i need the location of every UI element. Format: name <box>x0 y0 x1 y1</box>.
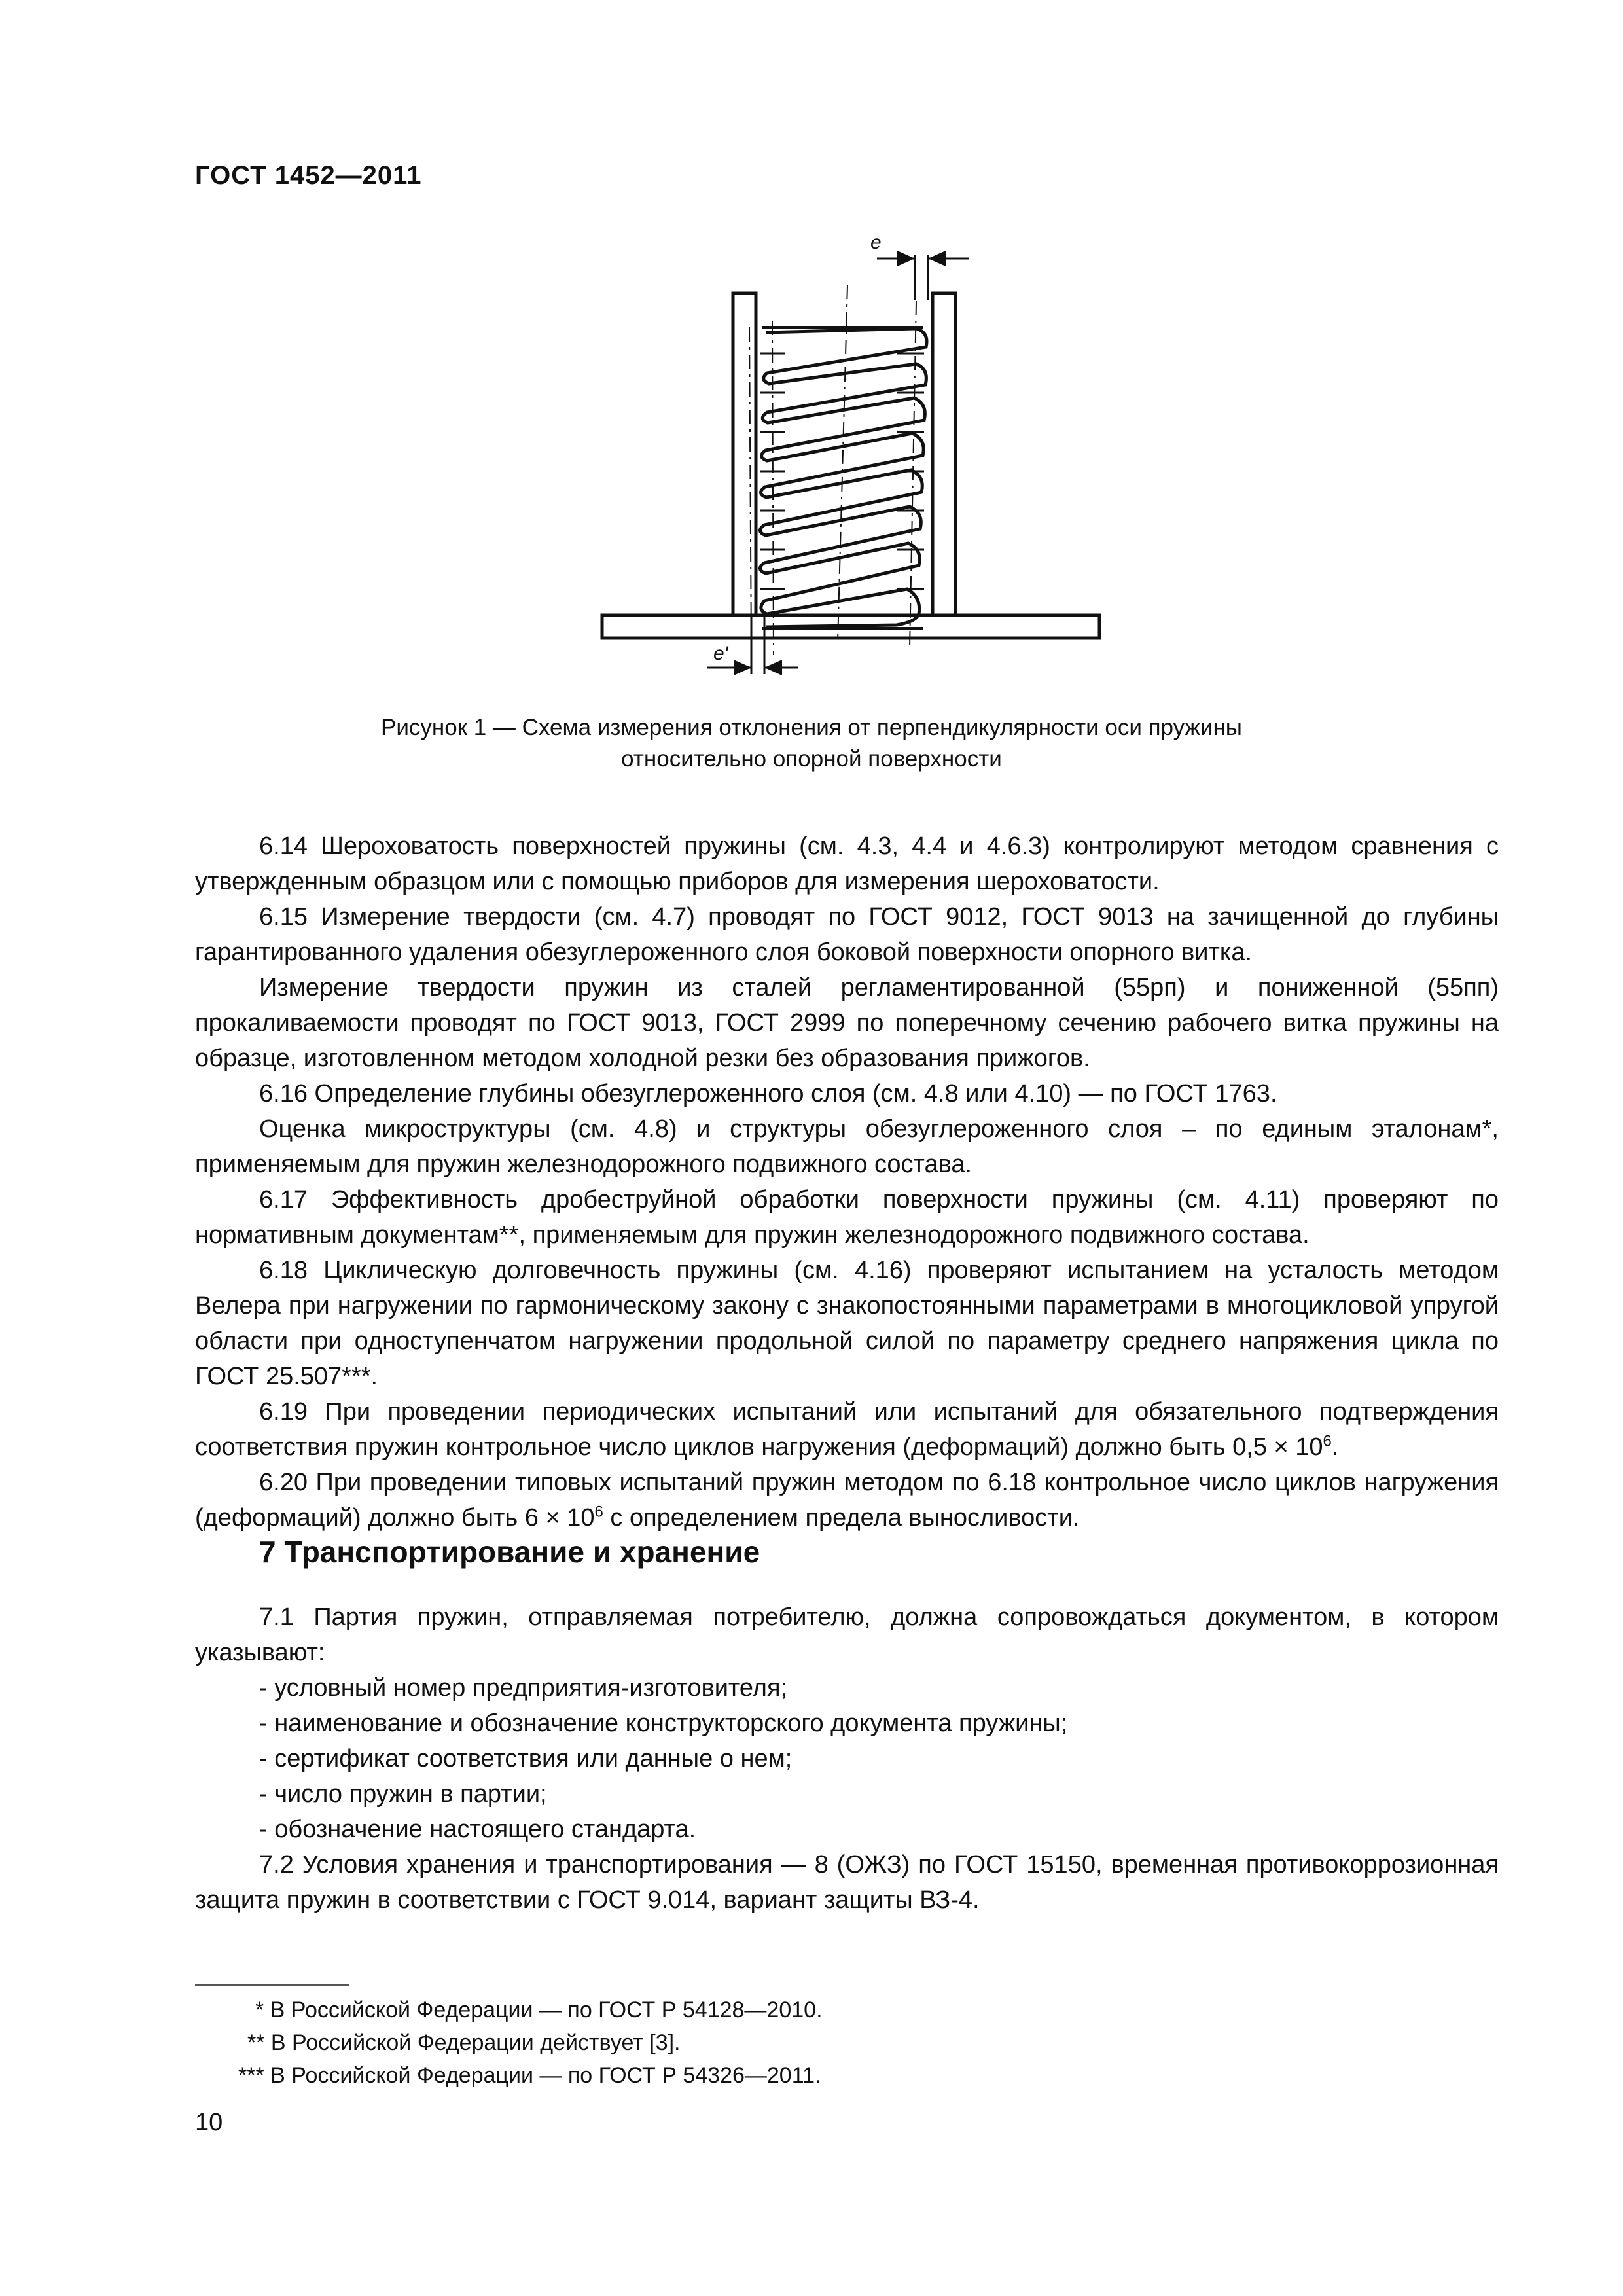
section-7-title: 7 Транспортирование и хранение <box>259 1535 760 1569</box>
list-item: - наименование и обозначение конструкторского документа пружины; <box>259 1710 1068 1737</box>
paragraph-7-2: 7.2 Условия хранения и транспортирования — 8 (ОЖЗ) по ГОСТ 15150, временная противокоррозионная защита пружин в соответствии с ГОСТ 9.014, вариант защиты ВЗ-4. <box>195 1851 1499 1914</box>
list-item: - число пружин в партии; <box>259 1780 547 1808</box>
footnote-1: * В Российской Федерации — по ГОСТ Р 54128—2010. <box>255 1998 823 2022</box>
paragraph-6-20: 6.20 При проведении типовых испытаний пружин методом по 6.18 контрольное число циклов нагружения (деформаций) должно быть $6 \times 10^6$ с определением предела выносливости. <box>195 1469 1499 1532</box>
label-e-prime: е' <box>713 643 728 664</box>
footnote-2: ** В Российской Федерации действует [3]. <box>247 2030 681 2055</box>
list-item: - обозначение настоящего стандарта. <box>259 1816 696 1843</box>
caption-line: относительно опорной поверхности <box>621 746 1002 772</box>
spring-diagram <box>589 223 1113 694</box>
paragraph-6-16-b: Оценка микроструктуры (см. 4.8) и структуры обезуглероженного слоя – по единым эталонам*, применяемым для пружин железнодорожного подвижного состава. <box>195 1115 1499 1178</box>
paragraph-6-16: 6.16 Определение глубины обезуглероженного слоя (см. 4.8 или 4.10) — по ГОСТ 1763. <box>259 1080 1277 1107</box>
body-section-7 <box>195 1600 1499 1918</box>
caption-line: Рисунок 1 — Схема измерения отклонения от перпендикулярности оси пружины <box>381 715 1242 740</box>
page-number: 10 <box>195 2109 223 2136</box>
paragraph-6-17: 6.17 Эффективность дробеструйной обработки поверхности пружины (см. 4.11) проверяют по нормативным документам**, применяемым для пружин железнодорожного подвижного состава. <box>195 1186 1499 1249</box>
paragraph-6-14: 6.14 Шероховатость поверхностей пружины (см. 4.3, 4.4 и 4.6.3) контролируют методом сравнения с утвержденным образцом или с помощью приборов для измерения шероховатости. <box>195 833 1499 895</box>
paragraph-6-15-b: Измерение твердости пружин из сталей регламентированной (55рп) и пониженной (55пп) прокаливаемости проводят по ГОСТ 9013, ГОСТ 2999 по поперечному сечению рабочего витка пружины на образце, изготовленном методом холодной резки без образования прижогов. <box>195 974 1499 1072</box>
paragraph-7-1: 7.1 Партия пружин, отправляемая потребителю, должна сопровождаться документом, в котором указывают: <box>195 1604 1499 1666</box>
list-item: - условный номер предприятия-изготовителя; <box>259 1674 788 1702</box>
figure-caption <box>275 712 1348 775</box>
footnote-divider <box>195 1984 349 1986</box>
footnotes <box>195 1994 980 2092</box>
footnote-3: *** В Российской Федерации — по ГОСТ Р 54326—2011. <box>238 2063 821 2088</box>
paragraph-6-18: 6.18 Циклическую долговечность пружины (см. 4.16) проверяют испытанием на усталость методом Велера при нагружении по гармоническому закону с знакопостоянными параметрами в многоцикловой упругой области при одноступенчатом нагружении продольной силой по параметру среднего напряжения цикла по ГОСТ 25.507***. <box>195 1257 1499 1390</box>
paragraph-6-19: 6.19 При проведении периодических испытаний или испытаний для обязательного подтверждения соответствия пружин контрольное число циклов нагружения (деформаций) должно быть $0,5 \times 10^6$. <box>195 1398 1499 1461</box>
label-e: е <box>870 232 882 253</box>
list-item: - сертификат соответствия или данные о нем; <box>259 1745 793 1772</box>
paragraph-6-15: 6.15 Измерение твердости (см. 4.7) проводят по ГОСТ 9012, ГОСТ 9013 на зачищенной до глубины гарантированного удаления обезуглероженного слоя боковой поверхности опорного витка. <box>195 903 1499 966</box>
document-header: ГОСТ 1452—2011 <box>195 161 422 190</box>
spring-coils <box>760 329 927 627</box>
body-section-6 <box>195 829 1499 1535</box>
